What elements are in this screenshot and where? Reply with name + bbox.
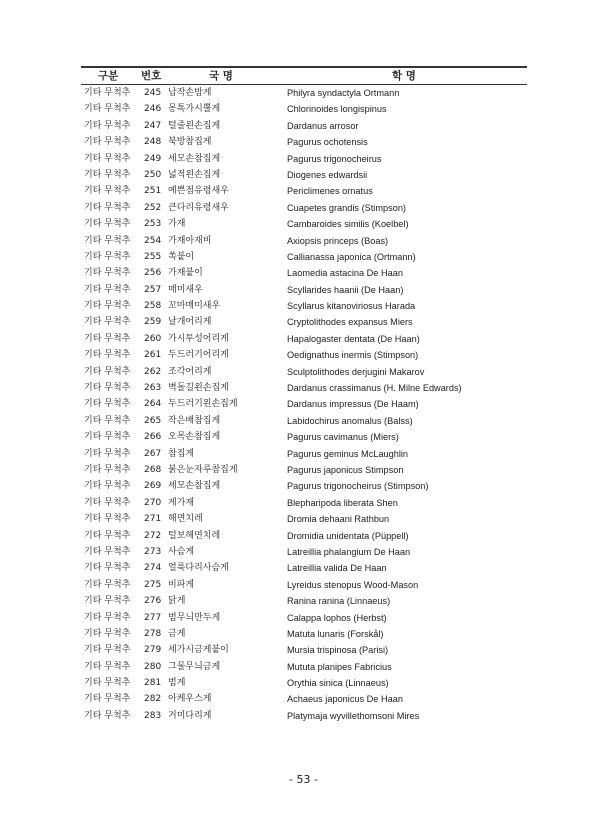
cell-scientific-name: Matuta lunaris (Forskål) [287, 628, 384, 639]
cell-category: 기타 무척추 [84, 153, 131, 164]
cell-scientific-name: Platymaja wyvillethomsoni Mires [287, 710, 420, 721]
table-row [81, 511, 527, 527]
table-row [81, 462, 527, 478]
header-korean-name: 국 명 [209, 70, 233, 82]
cell-number: 275 [144, 579, 162, 590]
cell-number: 248 [144, 137, 162, 148]
cell-scientific-name: Mututa planipes Fabricius [287, 661, 392, 672]
cell-category: 기타 무척추 [84, 235, 131, 246]
cell-scientific-name: Achaeus japonicus De Haan [287, 694, 403, 705]
cell-korean-name: 세가시금게붙이 [168, 645, 229, 656]
cell-korean-name: 얼룩다리사슴게 [168, 563, 229, 574]
cell-korean-name: 참집게 [168, 448, 195, 459]
table-row [81, 528, 527, 544]
table-row [81, 413, 527, 429]
cell-category: 기타 무척추 [84, 88, 131, 98]
cell-number: 276 [144, 596, 162, 607]
cell-number: 261 [144, 350, 162, 361]
cell-category: 기타 무척추 [84, 596, 131, 607]
cell-category: 기타 무척추 [84, 219, 131, 230]
cell-scientific-name: Pagurus ochotensis [287, 137, 368, 148]
cell-category: 기타 무척추 [84, 497, 131, 508]
cell-number: 260 [144, 333, 162, 344]
cell-category: 기타 무척추 [84, 464, 131, 475]
cell-number: 269 [144, 481, 162, 492]
cell-korean-name: 쏙붙이 [168, 251, 195, 262]
cell-number: 252 [144, 202, 162, 213]
cell-category: 기타 무척추 [84, 268, 131, 279]
cell-korean-name: 꼬마매미새우 [168, 301, 221, 312]
cell-number: 253 [144, 219, 162, 230]
table-row [81, 200, 527, 216]
cell-scientific-name: Mursia trispinosa (Parisi) [287, 645, 389, 656]
table-row [81, 282, 527, 298]
table-row [81, 610, 527, 626]
cell-number: 278 [144, 628, 162, 639]
cell-scientific-name: Scyllarides haanii (De Haan) [287, 284, 404, 295]
cell-korean-name: 날개어리게 [168, 317, 212, 328]
cell-korean-name: 닭게 [168, 596, 186, 607]
cell-korean-name: 예쁜점유령새우 [168, 186, 229, 197]
cell-korean-name: 붉은눈자루참집게 [168, 464, 238, 475]
cell-number: 255 [144, 251, 162, 262]
cell-korean-name: 아케우스게 [168, 694, 212, 705]
table-row [81, 577, 527, 593]
cell-scientific-name: Pagurus trigonocheirus [287, 153, 382, 164]
table-row [81, 495, 527, 511]
cell-korean-name: 거미다리게 [168, 710, 212, 721]
table-row [81, 642, 527, 658]
cell-category: 기타 무척추 [84, 120, 131, 131]
cell-number: 250 [144, 169, 162, 180]
cell-category: 기타 무척추 [84, 579, 131, 590]
cell-scientific-name: Axiopsis princeps (Boas) [287, 235, 389, 246]
cell-category: 기타 무척추 [84, 399, 131, 410]
table-row [81, 249, 527, 265]
cell-korean-name: 납작손밤게 [168, 88, 212, 98]
cell-category: 기타 무척추 [84, 251, 131, 262]
cell-scientific-name: Labidochirus anomalus (Balss) [287, 415, 413, 426]
cell-category: 기타 무척추 [84, 661, 131, 672]
cell-scientific-name: Pagurus cavimanus (Miers) [287, 432, 399, 443]
cell-number: 263 [144, 383, 162, 394]
cell-korean-name: 가재 [168, 219, 186, 230]
cell-category: 기타 무척추 [84, 710, 131, 721]
table-row [81, 691, 527, 707]
cell-korean-name: 작은배참집게 [168, 415, 221, 426]
cell-category: 기타 무척추 [84, 202, 131, 213]
cell-korean-name: 가재아재비 [168, 235, 212, 246]
header-category: 구분 [98, 70, 119, 82]
cell-korean-name: 가시투성어리게 [168, 333, 229, 344]
cell-scientific-name: Laomedia astacina De Haan [287, 268, 403, 279]
cell-korean-name: 세모손참집게 [168, 153, 221, 164]
cell-scientific-name: Blepharipoda liberata Shen [287, 497, 398, 508]
cell-number: 259 [144, 317, 162, 328]
cell-scientific-name: Philyra syndactyla Ortmann [287, 88, 400, 98]
cell-korean-name: 세모손참집게 [168, 481, 221, 492]
cell-scientific-name: Hapalogaster dentata (De Haan) [287, 333, 420, 344]
cell-category: 기타 무척추 [84, 137, 131, 148]
cell-scientific-name: Ranina ranina (Linnaeus) [287, 596, 391, 607]
table-row [81, 708, 527, 724]
cell-korean-name: 범게 [168, 678, 186, 689]
cell-number: 272 [144, 530, 162, 541]
cell-korean-name: 해면치레 [168, 514, 203, 525]
page-number: - 53 - [289, 773, 318, 786]
cell-number: 270 [144, 497, 162, 508]
cell-number: 265 [144, 415, 162, 426]
cell-number: 245 [144, 88, 162, 98]
cell-category: 기타 무척추 [84, 333, 131, 344]
cell-category: 기타 무척추 [84, 563, 131, 574]
cell-category: 기타 무척추 [84, 694, 131, 705]
cell-scientific-name: Pagurus japonicus Stimpson [287, 464, 404, 475]
cell-scientific-name: Dromidia unidentata (Püppell) [287, 530, 409, 541]
cell-category: 기타 무척추 [84, 628, 131, 639]
cell-korean-name: 사슴게 [168, 546, 195, 557]
cell-number: 277 [144, 612, 162, 623]
cell-korean-name: 두드러기어리게 [168, 350, 229, 361]
table-body [81, 85, 527, 724]
cell-scientific-name: Lyreidus stenopus Wood-Mason [287, 579, 419, 590]
table-row [81, 396, 527, 412]
cell-number: 283 [144, 710, 162, 721]
cell-category: 기타 무척추 [84, 284, 131, 295]
table-row [81, 478, 527, 494]
cell-number: 280 [144, 661, 162, 672]
cell-number: 258 [144, 301, 162, 312]
table-row [81, 265, 527, 281]
table-row [81, 151, 527, 167]
cell-number: 274 [144, 563, 162, 574]
table-row [81, 675, 527, 691]
cell-category: 기타 무척추 [84, 612, 131, 623]
cell-category: 기타 무척추 [84, 301, 131, 312]
cell-scientific-name: Dromia dehaani Rathbun [287, 514, 390, 525]
table-row [81, 446, 527, 462]
table-row [81, 183, 527, 199]
cell-number: 281 [144, 678, 162, 689]
cell-number: 262 [144, 366, 162, 377]
cell-number: 268 [144, 464, 162, 475]
table-row [81, 298, 527, 314]
table-row [81, 118, 527, 134]
cell-category: 기타 무척추 [84, 169, 131, 180]
cell-category: 기타 무척추 [84, 104, 131, 115]
cell-scientific-name: Dardanus impressus (De Haam) [287, 399, 419, 410]
table-row [81, 134, 527, 150]
cell-korean-name: 비파게 [168, 579, 195, 590]
cell-korean-name: 가재붙이 [168, 268, 203, 279]
cell-scientific-name: Cambaroides similis (Koelbel) [287, 219, 409, 230]
table-row [81, 347, 527, 363]
cell-scientific-name: Calappa lophos (Herbst) [287, 612, 387, 623]
cell-category: 기타 무척추 [84, 415, 131, 426]
cell-number: 246 [144, 104, 162, 115]
table-row [81, 544, 527, 560]
cell-scientific-name: Cryptolithodes expansus Miers [287, 317, 413, 328]
table-row [81, 380, 527, 396]
header-number: 번호 [141, 70, 162, 82]
cell-category: 기타 무척추 [84, 645, 131, 656]
cell-category: 기타 무척추 [84, 514, 131, 525]
cell-korean-name: 넓적왼손집게 [168, 169, 221, 180]
cell-number: 273 [144, 546, 162, 557]
cell-number: 267 [144, 448, 162, 459]
cell-scientific-name: Sculptolithodes derjugini Makarov [287, 366, 425, 377]
cell-number: 279 [144, 645, 162, 656]
cell-scientific-name: Orythia sinica (Linnaeus) [287, 678, 389, 689]
cell-number: 249 [144, 153, 162, 164]
table-row [81, 364, 527, 380]
cell-scientific-name: Callianassa japonica (Ortmann) [287, 251, 416, 262]
table-row [81, 314, 527, 330]
cell-korean-name: 범무늬만두게 [168, 612, 221, 623]
cell-number: 247 [144, 120, 162, 131]
header-scientific-name: 학 명 [392, 70, 416, 82]
cell-number: 266 [144, 432, 162, 443]
cell-scientific-name: Dardanus arrosor [287, 120, 359, 131]
cell-korean-name: 북방참집게 [168, 137, 212, 148]
table-row [81, 659, 527, 675]
cell-korean-name: 게가재 [168, 497, 195, 508]
cell-korean-name: 매미새우 [168, 284, 203, 295]
cell-category: 기타 무척추 [84, 432, 131, 443]
cell-number: 257 [144, 284, 162, 295]
cell-korean-name: 털줄왼손집게 [168, 120, 221, 131]
table-row [81, 216, 527, 232]
cell-category: 기타 무척추 [84, 678, 131, 689]
cell-scientific-name: Chlorinoides longispinus [287, 104, 387, 115]
cell-category: 기타 무척추 [84, 530, 131, 541]
table-row [81, 167, 527, 183]
cell-scientific-name: Cuapetes grandis (Stimpson) [287, 202, 406, 213]
cell-korean-name: 두드러기왼손집게 [168, 399, 238, 410]
cell-category: 기타 무척추 [84, 186, 131, 197]
cell-category: 기타 무척추 [84, 383, 131, 394]
table-row [81, 233, 527, 249]
cell-korean-name: 금게 [168, 628, 186, 639]
cell-category: 기타 무척추 [84, 350, 131, 361]
cell-category: 기타 무척추 [84, 317, 131, 328]
cell-korean-name: 조각어리게 [168, 366, 212, 377]
table-row [81, 85, 527, 101]
table-row [81, 593, 527, 609]
cell-korean-name: 몽톡가시뿔게 [168, 104, 221, 115]
cell-scientific-name: Latreillia valida De Haan [287, 563, 387, 574]
cell-scientific-name: Latreillia phalangium De Haan [287, 546, 411, 557]
cell-scientific-name: Pagurus geminus McLaughlin [287, 448, 409, 459]
cell-scientific-name: Periclimenes ornatus [287, 186, 373, 197]
cell-category: 기타 무척추 [84, 546, 131, 557]
table-row [81, 429, 527, 445]
cell-category: 기타 무척추 [84, 448, 131, 459]
cell-scientific-name: Diogenes edwardsii [287, 169, 368, 180]
cell-number: 271 [144, 514, 162, 525]
cell-number: 256 [144, 268, 162, 279]
cell-scientific-name: Pagurus trigonocheirus (Stimpson) [287, 481, 429, 492]
cell-scientific-name: Oedignathus inermis (Stimpson) [287, 350, 419, 361]
cell-korean-name: 벽돌길왼손집게 [168, 383, 229, 394]
cell-number: 251 [144, 186, 162, 197]
table-row [81, 331, 527, 347]
table-row [81, 101, 527, 117]
table-row [81, 560, 527, 576]
cell-korean-name: 큰다리유령새우 [168, 202, 229, 213]
cell-number: 264 [144, 399, 162, 410]
cell-korean-name: 그물무늬금게 [168, 661, 221, 672]
cell-number: 282 [144, 694, 162, 705]
cell-number: 254 [144, 235, 162, 246]
cell-scientific-name: Scyllarus kitanoviriosus Harada [287, 301, 416, 312]
cell-korean-name: 털보해면치레 [168, 530, 221, 541]
cell-category: 기타 무척추 [84, 481, 131, 492]
cell-scientific-name: Dardanus crassimanus (H. Milne Edwards) [287, 383, 462, 394]
cell-category: 기타 무척추 [84, 366, 131, 377]
table-row [81, 626, 527, 642]
cell-korean-name: 오목손참집게 [168, 432, 221, 443]
